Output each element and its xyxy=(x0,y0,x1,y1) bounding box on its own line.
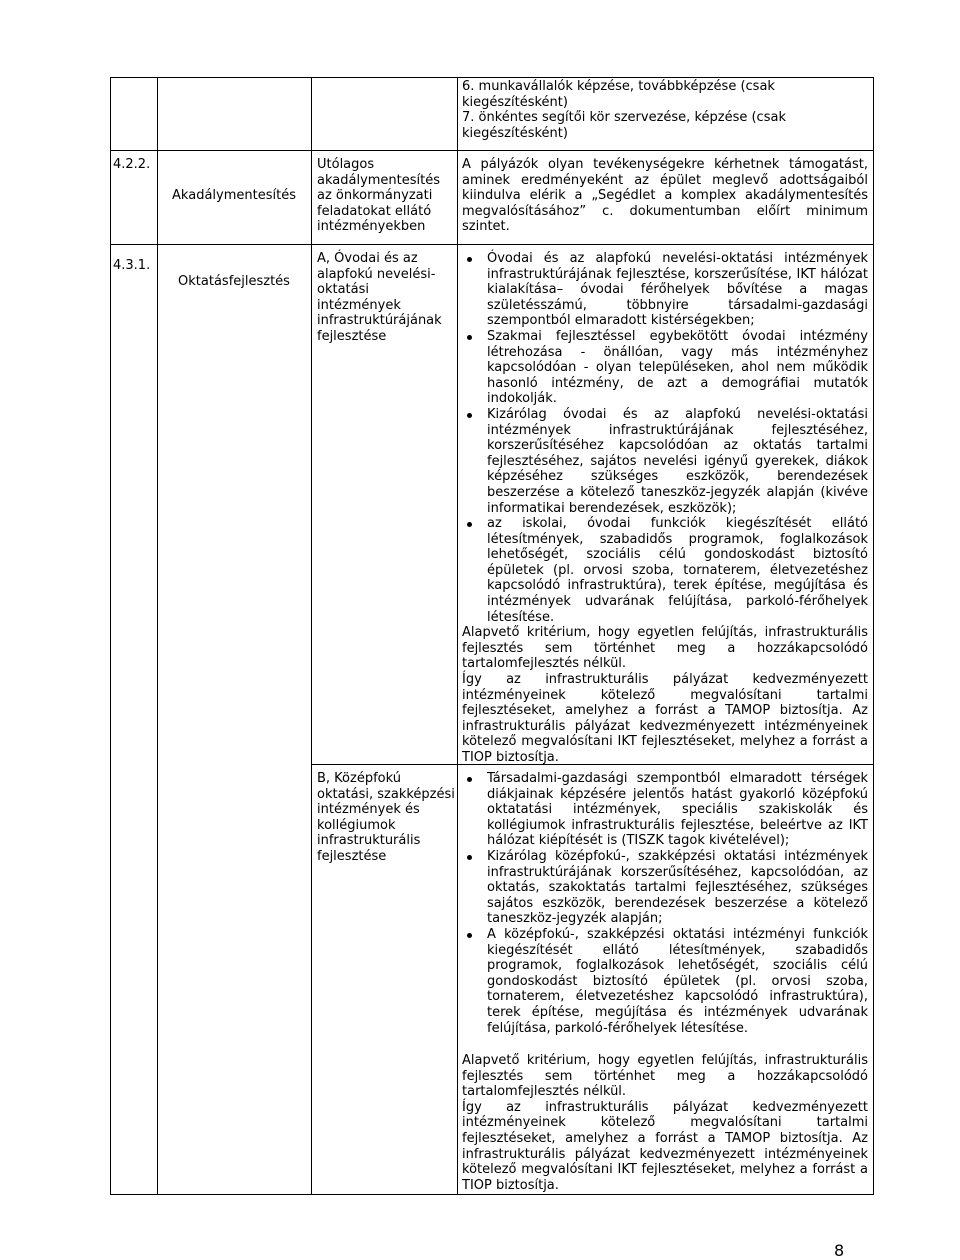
row3-content xyxy=(462,771,868,1036)
list-item: A középfokú-, szakképzési oktatási intézményi funkciók kiegészítését ellátó létesítmények, szabadidős programok, foglalkozások lehetőségét, szociális célú gondoskodást biztosító épületek (pl. orvosi szoba, tornaterem, életvezetéshez kapcsolódó infrastruktúra), terek építése, megújítása és intézmények udvarának felújítása, parkoló-férőhelyek létesítése. xyxy=(462,927,868,1036)
row1-number: 4.2.2. xyxy=(113,157,151,172)
col-border-1 xyxy=(157,77,158,1195)
row3-bullet-list xyxy=(462,771,868,1036)
row2-title: Oktatásfejlesztés xyxy=(178,274,290,289)
row1-description: A pályázók olyan tevékenységekre kérhetnek támogatást, aminek eredményeként az épület meglevő adottságaiból kiindulva elérik a „Segédlet a komplex akadálymentesítés megvalósításához” c. dokumentumban előírt minimum szintet. xyxy=(462,157,868,235)
row2-criterion-paragraph: Alapvető kritérium, hogy egyetlen felújítás, infrastrukturális fejlesztés sem történhet meg a hozzákapcsolódó tartalomfejlesztés nélkül. xyxy=(462,625,868,672)
row3-paragraphs xyxy=(462,1053,868,1193)
list-item: Kizárólag középfokú-, szakképzési oktatási intézmények infrastruktúrájának korszerűsítéséhez, kapcsolódóan, az oktatás, szakoktatás tartalmi fejlesztéséhez, szükséges sajátos eszközök, berendezések beszerzése a kötelező taneszköz-jegyzék alapján; xyxy=(462,849,868,927)
col-border-2 xyxy=(311,77,312,1195)
row0-description xyxy=(462,79,868,141)
row2-funding-paragraph: Így az infrastrukturális pályázat kedvezményezett intézményeinek kötelező megvalósítani tartalmi fejlesztéseket, amelyhez a forrást a TAMOP biztosítja. Az infrastrukturális pályázat kedvezményezett intézményeinek kötelező megvalósítani IKT fejlesztéseket, melyhez a forrást a TIOP biztosítja. xyxy=(462,672,868,765)
col-border-left xyxy=(110,77,111,1195)
list-item: Óvodai és az alapfokú nevelési-oktatási intézmények infrastruktúrájának fejlesztése, korszerűsítése, IKT hálózat kialakítása– óvodai férőhelyek bővítése a magas születésszámú, többnyire társadalmi-gazdasági szempontból elmaradott kistérségekben; xyxy=(462,251,868,329)
row2-content xyxy=(462,251,868,766)
row2-subtitle: A, Óvodai és az alapfokú nevelési-oktatási intézmények infrastruktúrájának fejlesztése xyxy=(317,251,442,344)
row2-bullet-list xyxy=(462,251,868,625)
row1-subtitle: Utólagos akadálymentesítés az önkormányzati feladatokat ellátó intézményekben xyxy=(317,157,441,235)
row0-line-7: 7. önkéntes segítői kör szervezése, képzése (csak kiegészítésként) xyxy=(462,110,786,141)
col-border-3 xyxy=(457,77,458,1195)
row1-title: Akadálymentesítés xyxy=(172,188,296,203)
row0-line-6: 6. munkavállalók képzése, továbbképzése (csak kiegészítésként) xyxy=(462,79,775,110)
col-border-right xyxy=(873,77,874,1195)
row3-subtitle: B, Középfokú oktatási, szakképzési intézmények és kollégiumok infrastrukturális fejlesztése xyxy=(317,771,455,864)
row-border-2 xyxy=(110,244,874,245)
list-item: Kizárólag óvodai és az alapfokú nevelési-oktatási intézmények infrastruktúrájának fejlesztéséhez, korszerűsítéséhez kapcsolódóan az oktatás tartalmi fejlesztéséhez, sajátos nevelési igényű gyerekek, diákok képzéséhez szükséges eszközök, berendezések beszerzése a kötelező taneszköz-jegyzék alapján (kivéve informatikai berendezések, eszközök); xyxy=(462,407,868,516)
list-item: Szakmai fejlesztéssel egybekötött óvodai intézmény létrehozása - önállóan, vagy más intézményhez kapcsolódóan - olyan településeken, ahol nem működik hasonló intézmény, de azt a demográfiai mutatók indokolják. xyxy=(462,329,868,407)
row-border-top xyxy=(110,77,874,78)
row3-funding-paragraph: Így az infrastrukturális pályázat kedvezményezett intézményeinek kötelező megvalósítani tartalmi fejlesztéseket, amelyhez a forrást a TAMOP biztosítja. Az infrastrukturális pályázat kedvezményezett intézményeinek kötelező megvalósítani IKT fejlesztéseket, melyhez a forrást a TIOP biztosítja. xyxy=(462,1099,868,1193)
list-item: Társadalmi-gazdasági szempontból elmaradott térségek diákjainak képzésére jelentős hatást gyakorló középfokú oktatatási intézmények, speciális szakiskolák és kollégiumok infrastrukturális fejlesztése, beleértve az IKT hálózat kiépítését is (TISZK tagok kivételével); xyxy=(462,771,868,849)
page-number: 8 xyxy=(834,1241,845,1260)
list-item: az iskolai, óvodai funkciók kiegészítését ellátó létesítmények, szabadidős programok, foglalkozások lehetőségét, szociális célú gondoskodást biztosító épületek (pl. orvosi szoba, tornaterem, életvezetéshez kapcsolódó infrastruktúra), terek építése, megújítása és intézmények udvarának felújítása, parkoló-férőhelyek létesítése. xyxy=(462,516,868,625)
row2-number: 4.3.1. xyxy=(113,258,151,273)
row-border-1 xyxy=(110,150,874,151)
row-border-bottom xyxy=(110,1194,874,1195)
row3-criterion-paragraph: Alapvető kritérium, hogy egyetlen felújítás, infrastrukturális fejlesztés sem történhet meg a hozzákapcsolódó tartalomfejlesztés nélkül. xyxy=(462,1053,868,1100)
